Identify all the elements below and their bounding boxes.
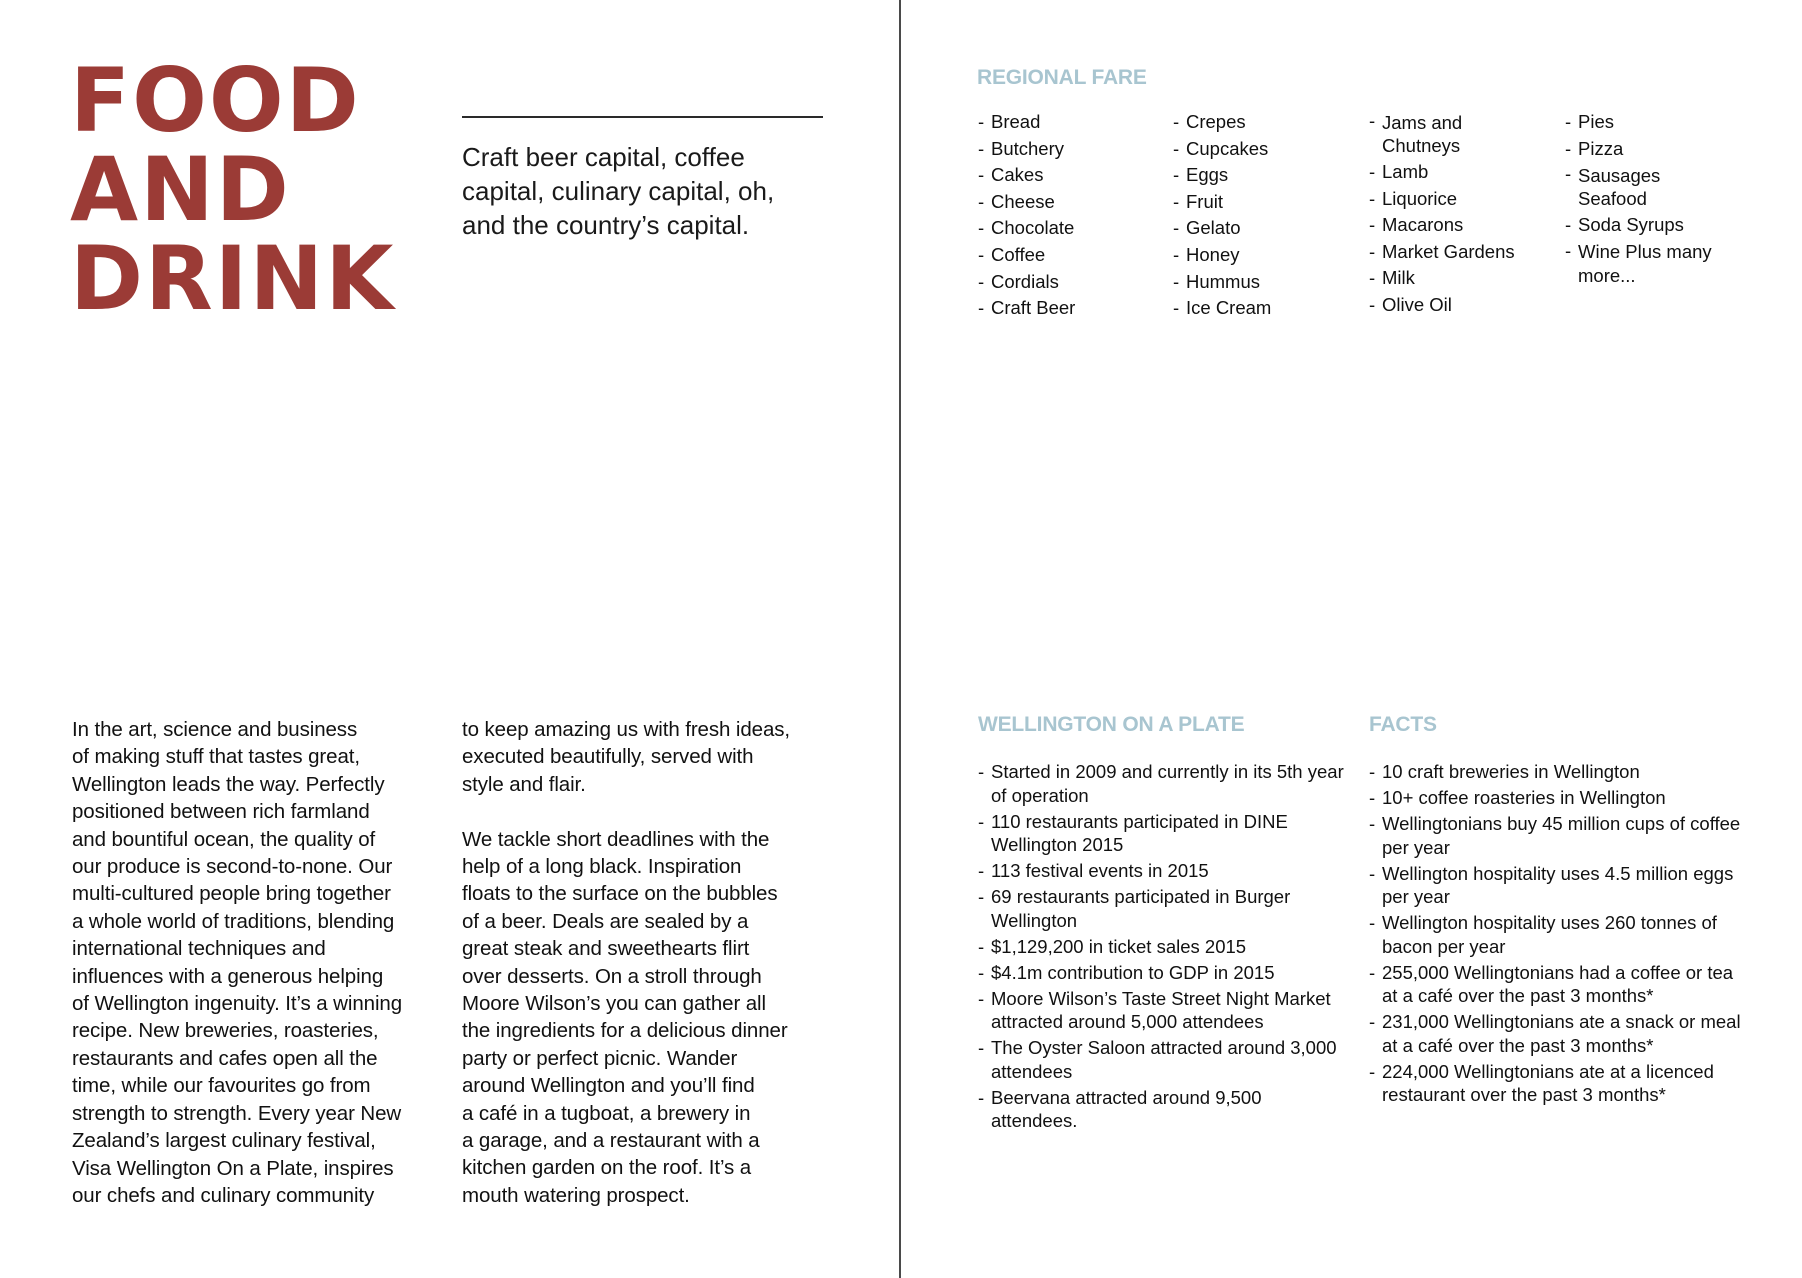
body-line: a garage, and a restaurant with a	[462, 1129, 760, 1153]
regional-fare-item: - Jams and Chutneys	[1369, 109, 1517, 159]
body-line: over desserts. On a stroll through	[462, 964, 762, 988]
body-line: and bountiful ocean, the quality of	[72, 827, 376, 851]
regional-fare-item: - Lamb	[1369, 159, 1517, 186]
title-line: DRINK	[70, 227, 396, 330]
body-line: international techniques and	[72, 937, 326, 961]
body-line: floats to the surface on the bubbles	[462, 882, 778, 906]
tagline	[462, 140, 842, 242]
facts-list	[1369, 760, 1744, 1109]
regional-fare-item: - Pies	[1565, 109, 1713, 136]
body-line: recipe. New breweries, roasteries,	[72, 1019, 379, 1043]
regional-fare-column-3	[1369, 109, 1517, 319]
regional-fare-heading: REGIONAL FARE	[977, 66, 1147, 89]
list-item: - Started in 2009 and currently in its 5th year of operation	[978, 760, 1348, 807]
regional-fare-item: - Hummus	[1173, 269, 1271, 296]
list-item: - 69 restaurants participated in Burger Wellington	[978, 885, 1348, 932]
regional-fare-item: - Ice Cream	[1173, 295, 1271, 322]
regional-fare-item: - Gelato	[1173, 215, 1271, 242]
list-item: - 113 festival events in 2015	[978, 859, 1348, 883]
regional-fare-item: - Fruit	[1173, 189, 1271, 216]
regional-fare-item: - Olive Oil	[1369, 292, 1517, 319]
body-line: a café in a tugboat, a brewery in	[462, 1101, 751, 1125]
regional-fare-item: - Sausages Seafood	[1565, 162, 1713, 212]
body-line: We tackle short deadlines with the	[462, 827, 770, 851]
body-line: of Wellington ingenuity. It’s a winning	[72, 992, 402, 1016]
tagline-line: Craft beer capital, coffee	[462, 142, 745, 172]
regional-fare-column-2	[1173, 109, 1271, 322]
body-line: of making stuff that tastes great,	[72, 745, 360, 769]
body-line: time, while our favourites go from	[72, 1074, 371, 1098]
list-item: - Wellingtonians buy 45 million cups of coffee per year	[1369, 812, 1744, 859]
body-line: Zealand’s largest culinary festival,	[72, 1129, 376, 1153]
body-line: Moore Wilson’s you can gather all	[462, 992, 766, 1016]
body-line: positioned between rich farmland	[72, 800, 370, 824]
body-line: help of a long black. Inspiration	[462, 855, 742, 879]
list-item: - 224,000 Wellingtonians ate at a licenced restaurant over the past 3 months*	[1369, 1060, 1744, 1107]
tagline-line: and the country’s capital.	[462, 210, 750, 240]
body-line: restaurants and cafes open all the	[72, 1046, 378, 1070]
body-paragraph	[72, 716, 452, 1209]
body-line: around Wellington and you’ll find	[462, 1074, 755, 1098]
list-item: - $4.1m contribution to GDP in 2015	[978, 961, 1348, 985]
page-title	[70, 49, 396, 330]
body-line: style and flair.	[462, 772, 586, 796]
facts-heading: FACTS	[1369, 713, 1437, 736]
body-line: strength to strength. Every year New	[72, 1101, 402, 1125]
regional-fare-column-1	[978, 109, 1075, 322]
body-line: influences with a generous helping	[72, 964, 384, 988]
list-item: - 10+ coffee roasteries in Wellington	[1369, 786, 1744, 810]
regional-fare-item: - Eggs	[1173, 162, 1271, 189]
body-line: executed beautifully, served with	[462, 745, 754, 769]
wellington-on-a-plate-list	[978, 760, 1348, 1135]
body-line: the ingredients for a delicious dinner	[462, 1019, 788, 1043]
regional-fare-item: - Crepes	[1173, 109, 1271, 136]
regional-fare-item: - Honey	[1173, 242, 1271, 269]
regional-fare-item: - Coffee	[978, 242, 1075, 269]
tagline-line: capital, culinary capital, oh,	[462, 176, 775, 206]
regional-fare-column-4	[1565, 109, 1713, 289]
regional-fare-item: - Macarons	[1369, 212, 1517, 239]
list-item: - 255,000 Wellingtonians had a coffee or tea at a café over the past 3 months*	[1369, 961, 1744, 1008]
tagline-rule	[462, 116, 823, 118]
body-line: our chefs and culinary community	[72, 1183, 375, 1207]
body-line: kitchen garden on the roof. It’s a	[462, 1156, 752, 1180]
regional-fare-item: - Soda Syrups	[1565, 212, 1713, 239]
body-line: party or perfect picnic. Wander	[462, 1046, 738, 1070]
regional-fare-item: - Liquorice	[1369, 186, 1517, 213]
list-item: - Beervana attracted around 9,500 attendees.	[978, 1086, 1348, 1133]
title-line: AND	[70, 138, 291, 241]
body-line: In the art, science and business	[72, 718, 358, 741]
list-item: - The Oyster Saloon attracted around 3,000 attendees	[978, 1036, 1348, 1083]
page-divider	[899, 0, 901, 1278]
regional-fare-item: - Pizza	[1565, 136, 1713, 163]
body-line: Visa Wellington On a Plate, inspires	[72, 1156, 394, 1180]
body-line: a whole world of traditions, blending	[72, 909, 395, 933]
body-paragraph	[462, 826, 842, 1210]
body-line: our produce is second-to-none. Our	[72, 855, 393, 879]
body-line: great steak and sweethearts flirt	[462, 937, 750, 961]
list-item: - 10 craft breweries in Wellington	[1369, 760, 1744, 784]
regional-fare-item: - Cheese	[978, 189, 1075, 216]
list-item: - 110 restaurants participated in DINE Wellington 2015	[978, 810, 1348, 857]
regional-fare-item: - Butchery	[978, 136, 1075, 163]
regional-fare-item: - Wine Plus many more...	[1565, 239, 1713, 289]
body-line: to keep amazing us with fresh ideas,	[462, 718, 790, 741]
list-item: - $1,129,200 in ticket sales 2015	[978, 935, 1348, 959]
body-paragraph	[462, 716, 842, 798]
regional-fare-item: - Craft Beer	[978, 295, 1075, 322]
regional-fare-item: - Chocolate	[978, 215, 1075, 242]
list-item: - Wellington hospitality uses 260 tonnes of bacon per year	[1369, 911, 1744, 958]
wellington-on-a-plate-heading: WELLINGTON ON A PLATE	[978, 713, 1245, 736]
body-line: mouth watering prospect.	[462, 1183, 690, 1207]
list-item: - Wellington hospitality uses 4.5 million eggs per year	[1369, 862, 1744, 909]
regional-fare-item: - Milk	[1369, 265, 1517, 292]
list-item: - Moore Wilson’s Taste Street Night Market attracted around 5,000 attendees	[978, 987, 1348, 1034]
body-column-1	[72, 716, 452, 1209]
body-line: Wellington leads the way. Perfectly	[72, 772, 385, 796]
regional-fare-item: - Bread	[978, 109, 1075, 136]
regional-fare-item: - Cupcakes	[1173, 136, 1271, 163]
title-line: FOOD	[70, 49, 361, 152]
regional-fare-item: - Cordials	[978, 269, 1075, 296]
regional-fare-item: - Market Gardens	[1369, 239, 1517, 266]
body-line: of a beer. Deals are sealed by a	[462, 909, 749, 933]
body-column-2	[462, 716, 842, 1209]
list-item: - 231,000 Wellingtonians ate a snack or meal at a café over the past 3 months*	[1369, 1010, 1744, 1057]
regional-fare-item: - Cakes	[978, 162, 1075, 189]
body-line: multi-cultured people bring together	[72, 882, 391, 906]
